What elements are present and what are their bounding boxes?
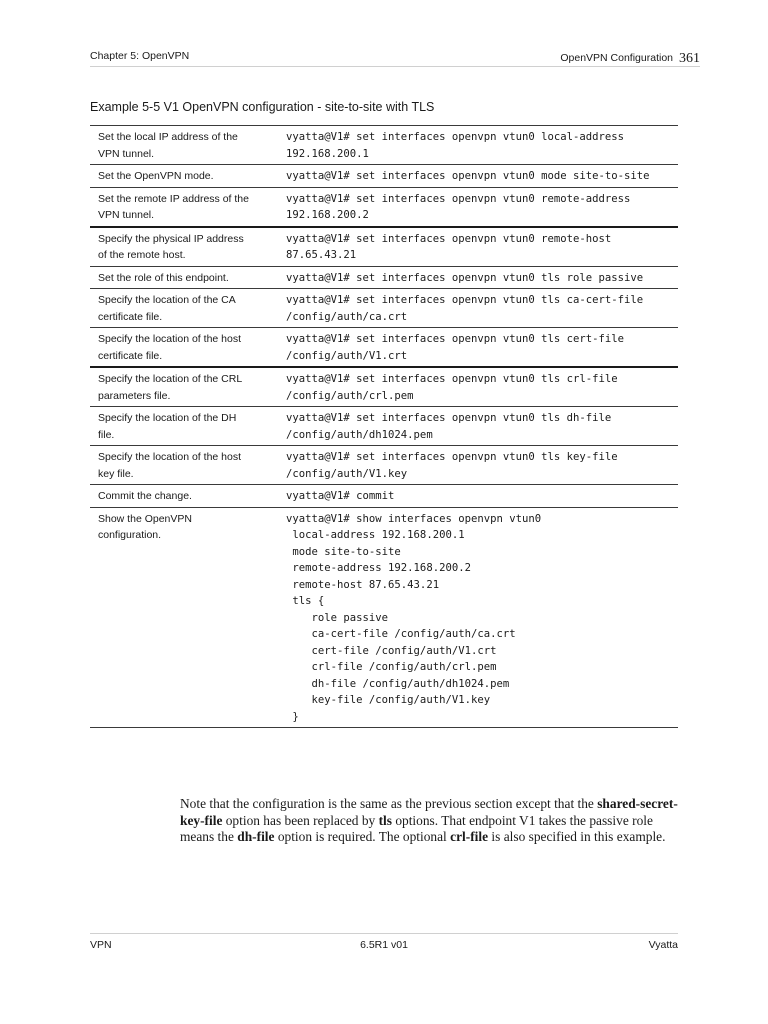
step-description: Show the OpenVPN configuration.: [98, 512, 192, 541]
step-command: vyatta@V1# set interfaces openvpn vtun0 tls key-file /config/auth/V1.key: [286, 451, 618, 480]
note-emphasis: dh-file: [237, 829, 275, 845]
chapter-title: Chapter 5: OpenVPN: [90, 50, 190, 62]
note-paragraph: [180, 796, 680, 846]
step-command: vyatta@V1# commit: [286, 490, 395, 502]
page-header: [90, 48, 700, 67]
step-description: Specify the location of the host certificate file.: [98, 333, 242, 362]
step-command: vyatta@V1# set interfaces openvpn vtun0 tls crl-file /config/auth/crl.pem: [286, 373, 618, 402]
table-row: [90, 227, 678, 267]
section-title: [560, 50, 700, 66]
step-description: Specify the location of the CRL parameters file.: [98, 373, 243, 402]
step-description: Specify the location of the host key file.: [98, 451, 242, 480]
table-row: [90, 407, 678, 446]
step-command: vyatta@V1# set interfaces openvpn vtun0 local-address 192.168.200.1: [286, 131, 625, 160]
step-command: vyatta@V1# set interfaces openvpn vtun0 tls ca-cert-file /config/auth/ca.crt: [286, 294, 644, 323]
table-row: [90, 187, 678, 227]
step-command: vyatta@V1# set interfaces openvpn vtun0 remote-host 87.65.43.21: [286, 232, 612, 261]
table-row: [90, 126, 678, 165]
note-emphasis: shared-secret-key-file: [180, 796, 678, 828]
step-description: Set the local IP address of the VPN tunnel.: [98, 131, 238, 160]
note-emphasis: crl-file: [450, 829, 489, 845]
note-text: is also specified in this example.: [488, 829, 666, 845]
step-description: Set the role of this endpoint.: [98, 271, 229, 284]
note-text: Note that the configuration is the same as the previous section except that the: [180, 796, 598, 811]
table-row: [90, 266, 678, 289]
footer-company: Vyatta: [648, 939, 678, 951]
step-description: Specify the physical IP address of the remote host.: [98, 232, 244, 261]
table-row: [90, 507, 678, 728]
table-row: [90, 165, 678, 188]
config-table: [90, 125, 678, 728]
step-command: vyatta@V1# set interfaces openvpn vtun0 tls role passive: [286, 271, 644, 284]
step-description: Commit the change.: [98, 490, 192, 502]
page-footer: [90, 933, 678, 952]
table-row: [90, 289, 678, 328]
table-row: [90, 485, 678, 508]
section-title-text: OpenVPN Configuration: [560, 52, 673, 64]
step-description: Specify the location of the DH file.: [98, 412, 237, 441]
example-caption: Example 5-5 V1 OpenVPN configuration - site-to-site with TLS: [90, 100, 435, 114]
table-row: [90, 446, 678, 485]
step-command: vyatta@V1# show interfaces openvpn vtun0 local-address 192.168.200.1 mode site-to-site remote-address 192.168.200.2 remote-host 87.65.43.21 tls { role passive ca-cert-file /config/auth/ca.crt cert-file /config/auth/V1.crt crl-file /config/auth/crl.pem dh-file /config/auth/dh1024.pem key-file /config/auth/V1.key }: [286, 512, 542, 723]
note-text: option has been replaced by: [222, 812, 379, 828]
step-command: vyatta@V1# set interfaces openvpn vtun0 remote-address 192.168.200.2: [286, 192, 631, 221]
table-row: [90, 328, 678, 368]
note-emphasis: tls: [378, 812, 392, 828]
step-description: Specify the location of the CA certificate file.: [98, 294, 236, 323]
note-text: option is required. The optional: [274, 829, 451, 845]
step-description: Set the remote IP address of the VPN tunnel.: [98, 192, 249, 221]
footer-product: VPN: [90, 939, 112, 951]
step-command: vyatta@V1# set interfaces openvpn vtun0 mode site-to-site: [286, 170, 650, 182]
page-number: 361: [679, 51, 700, 66]
footer-version: 6.5R1 v01: [360, 939, 408, 951]
note-text: options. That endpoint V1 takes the passive role means the: [180, 812, 653, 845]
table-row: [90, 367, 678, 407]
step-command: vyatta@V1# set interfaces openvpn vtun0 tls cert-file /config/auth/V1.crt: [286, 333, 625, 362]
step-description: Set the OpenVPN mode.: [98, 170, 214, 182]
step-command: vyatta@V1# set interfaces openvpn vtun0 tls dh-file /config/auth/dh1024.pem: [286, 412, 612, 441]
